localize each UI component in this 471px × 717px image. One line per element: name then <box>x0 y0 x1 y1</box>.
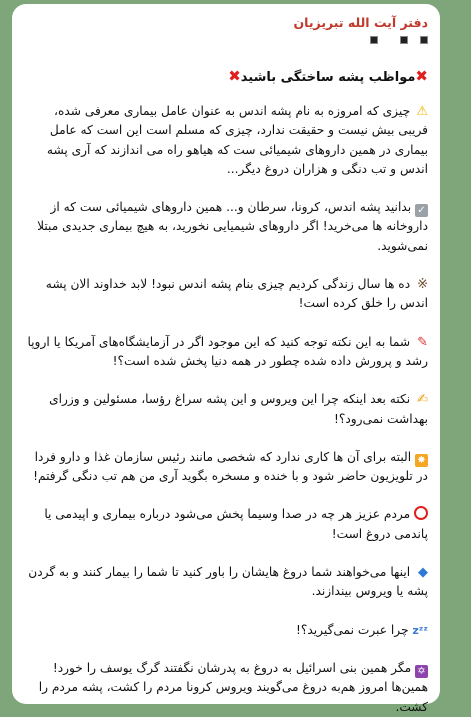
paragraph-text: مگر همین بنی اسرائیل به دروغ به پدرشان نگفتند گرگ یوسف را خورد! همین‌ها امروز هم‌به دروغ می‌گویند ویروس کرونا مردم را کشت، پشه مردم را کشت. <box>38 660 428 714</box>
message-bubble <box>12 4 440 714</box>
mosquito-icon: ※ <box>417 277 428 293</box>
post-title-text: مواظب پشه ساختگی باشید <box>240 70 416 85</box>
paragraph-3 <box>24 275 428 314</box>
paragraph-6 <box>24 448 428 487</box>
zzz-icon: zᶻᶻ <box>412 623 428 637</box>
cross-mark-icon: ✖ <box>415 67 428 85</box>
pushpin-icon: ✎ <box>417 334 428 350</box>
paragraph-5 <box>24 390 428 429</box>
black-square-icon <box>400 36 408 44</box>
paragraph-text: بدانید پشه اندس، کرونا، سرطان و... همین داروهای شیمیائی ست که از داروخانه ها می‌خرید! اگر داروهای شیمیایی نخورید، به هیچ بیماری جدیدی مبتلا نمی‌شوید. <box>37 200 428 253</box>
paragraph-text: شما به این نکته توجه کنید که این موجود اگر در آزمایشگاه‌های آمریکا یا اروپا رشد و پرورش داده شده چطور در همه دنیا پخش شده است؟! <box>27 334 428 368</box>
black-square-icon <box>370 36 378 44</box>
paragraph-10 <box>24 659 428 717</box>
black-square-icon <box>420 36 428 44</box>
paragraph-9 <box>24 621 428 640</box>
paragraph-text: اینها می‌خواهند شما دروغ هایشان را باور کنید تا شما را بیمار کنند و به گردن پشه یا ویروس بیندازند. <box>28 565 428 599</box>
paragraph-text: البته برای آن ها کاری ندارد که شخصی مانند رئیس سازمان غذا و دارو فردا در تلویزیون حاضر شود و با خنده و مسخره بگوید آری من هم تب دنگی گرفتم! <box>33 449 428 484</box>
paragraph-text: نکته بعد اینکه چرا این ویروس و این پشه سراغ رؤسا، مسئولین و وزرای بهداشت نمی‌رود؟! <box>49 392 428 426</box>
paragraph-text: چرا عبرت نمی‌گیرید؟! <box>296 622 409 637</box>
cross-mark-icon: ✖ <box>228 67 241 85</box>
message-header <box>24 14 428 48</box>
blue-diamond-icon: ◆ <box>418 565 428 581</box>
atom-icon: ✡ <box>415 665 428 678</box>
paragraph-2 <box>24 198 428 256</box>
channel-name[interactable]: دفتر آیت الله تبریزیان <box>293 15 428 30</box>
paragraph-text: چیزی که امروزه به نام پشه اندس به عنوان عامل بیماری معرفی شده، فریبی بیش نیست و حقیقت ندارد، چیزی که مسلم است این است که عامل بیماری در همین داروهای شیمیائی ست که هیاهو راه می اندازند که آری پشه اندس و تب دنگی و هزاران دروغ دیگر... <box>46 104 428 176</box>
warning-icon: ⚠ <box>416 104 428 119</box>
red-circle-icon <box>414 506 428 520</box>
paragraph-text: ده ها سال زندگی کردیم چیزی بنام پشه اندس نبود! لابد خداوند الان پشه اندس را خلق کرده است! <box>45 277 428 311</box>
writing-hand-icon: ✍ <box>417 392 428 408</box>
paragraph-4 <box>24 333 428 372</box>
paragraph-text: مردم عزیز هر چه در صدا وسیما پخش می‌شود درباره بیماری و اپیدمی یا پاندمی دروغ است! <box>44 507 428 541</box>
check-icon: ✓ <box>415 204 428 217</box>
post-title <box>24 66 428 88</box>
square-emoji-row <box>24 36 428 48</box>
paragraph-1 <box>24 102 428 179</box>
paragraph-7 <box>24 505 428 544</box>
star-icon: ✸ <box>415 454 428 467</box>
paragraph-8 <box>24 563 428 602</box>
